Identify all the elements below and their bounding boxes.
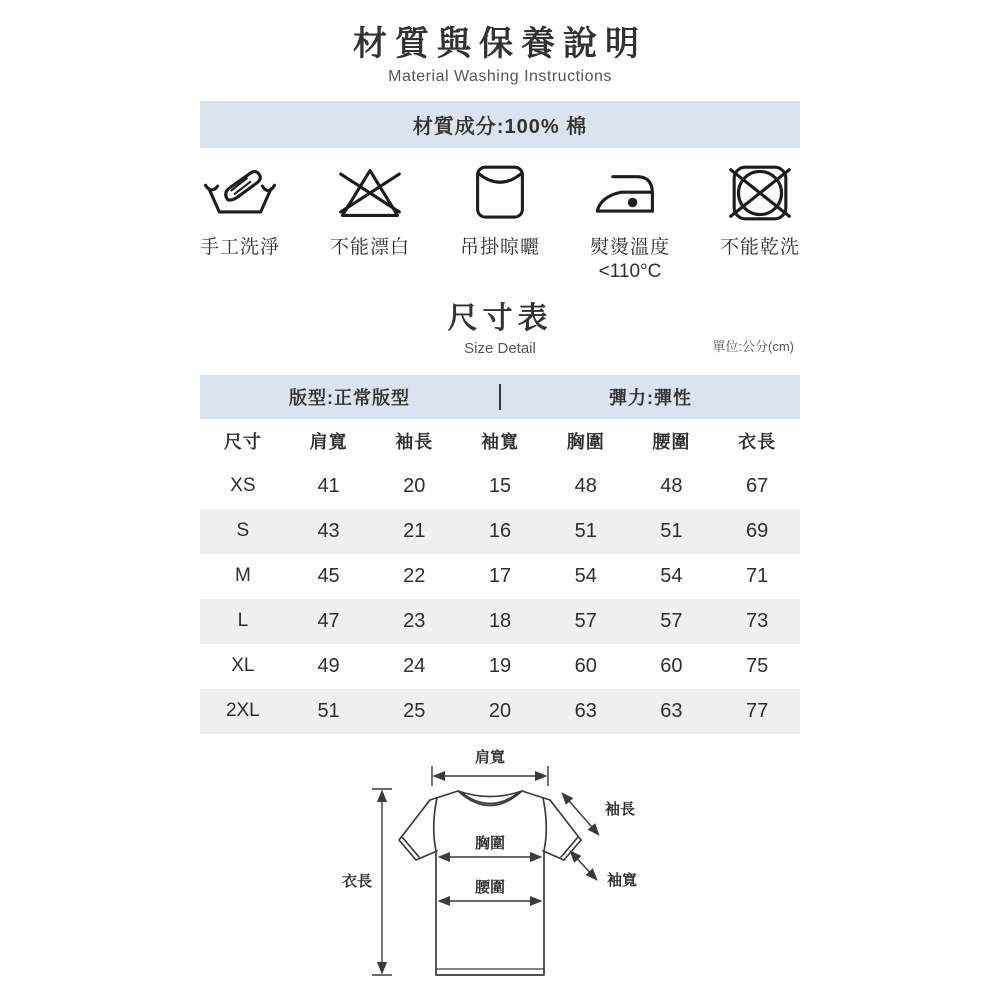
size-label: XL [231,655,255,677]
cell: 24 [403,654,426,677]
cell: 21 [403,519,426,542]
cell: 45 [317,564,340,587]
sleeve-width-label: 袖寬 [606,871,638,889]
cell: 47 [317,609,340,632]
cell: 71 [746,564,769,587]
care-label: 吊掛晾曬 [459,236,540,258]
col-header: 肩寬 [309,432,348,453]
cell: 54 [660,564,683,587]
size-table-title: 尺寸表 [447,301,553,335]
cell: 57 [574,609,597,632]
no-bleach-icon [322,162,418,224]
care-item-no-dry-clean [700,162,820,283]
col-header: 袖寬 [480,432,519,453]
cell: 60 [574,654,597,677]
col-header: 衣長 [738,432,777,453]
cell: 69 [746,519,769,542]
cell: 77 [746,699,769,722]
table-row [200,599,800,644]
length-label: 衣長 [341,872,373,890]
cell: 48 [660,474,683,497]
size-section-header [200,301,800,357]
tshirt-measurement-diagram [330,738,670,1000]
hang-dry-icon [461,162,539,224]
cell: 48 [574,474,597,497]
shoulder-label: 肩寬 [474,748,506,766]
care-icons-row [180,162,820,283]
size-label: 2XL [225,700,260,722]
no-dry-clean-icon [717,162,803,224]
size-label: L [237,610,249,632]
table-row [200,689,800,734]
cell: 57 [660,609,683,632]
table-row [200,509,800,554]
cell: 20 [403,474,426,497]
page-subtitle: Material Washing Instructions [388,67,612,85]
material-banner: 材質成分:100% 棉 [200,101,800,148]
col-header: 腰圍 [652,432,691,453]
table-row [200,464,800,509]
sleeve-length-arrow [563,794,598,834]
unit-note: 單位:公分(cm) [712,338,794,354]
size-label: S [236,520,250,542]
cell: 75 [746,654,769,677]
cell: 51 [574,519,597,542]
size-label: XS [230,475,256,497]
cell: 54 [574,564,597,587]
waist-label: 腰圍 [474,878,506,896]
page-title: 材質與保養說明 [353,25,647,63]
care-item-hand-wash [180,162,300,283]
table-row [200,644,800,689]
cell: 63 [660,699,683,722]
cell: 73 [746,609,769,632]
size-table [200,375,800,734]
cell: 18 [488,609,512,632]
cell: 17 [488,564,512,587]
table-row [200,554,800,599]
measurement-diagram [330,738,670,1000]
care-label: 熨燙溫度 [589,236,670,258]
col-header: 胸圍 [566,432,605,453]
cell: 23 [403,609,426,632]
sleeve-length-label: 袖長 [604,800,636,818]
cell: 20 [488,699,512,722]
fit-info-row [200,375,800,419]
cell: 49 [317,654,340,677]
care-sublabel: <110°C [598,260,662,282]
hand-wash-icon [192,162,288,224]
cell: 41 [317,474,340,497]
cell: 67 [746,474,769,497]
fit-type: 版型:正常版型 [289,387,410,408]
cell: 51 [317,699,340,722]
iron-low-temp-icon [580,162,680,224]
cell: 43 [317,519,340,542]
care-item-iron [570,162,690,283]
care-label: 不能乾洗 [719,236,800,258]
care-label: 手工洗淨 [199,236,280,258]
size-label: M [234,565,251,587]
care-item-hang-dry [440,162,560,283]
cell: 51 [660,519,683,542]
col-header: 尺寸 [223,432,262,453]
cell: 22 [403,564,426,587]
cell: 63 [574,699,597,722]
elasticity: 彈力:彈性 [609,387,692,408]
cell: 15 [488,474,512,497]
size-table-subtitle: Size Detail [464,339,536,357]
cell: 60 [660,654,683,677]
chest-label: 胸圍 [474,834,506,852]
table-header-row [200,419,800,464]
col-header: 袖長 [395,432,434,453]
cell: 16 [488,519,512,542]
care-label: 不能漂白 [329,236,410,258]
care-item-no-bleach [310,162,430,283]
cell: 19 [488,654,512,677]
cell: 25 [403,699,426,722]
sleeve-width-arrow [571,852,596,879]
